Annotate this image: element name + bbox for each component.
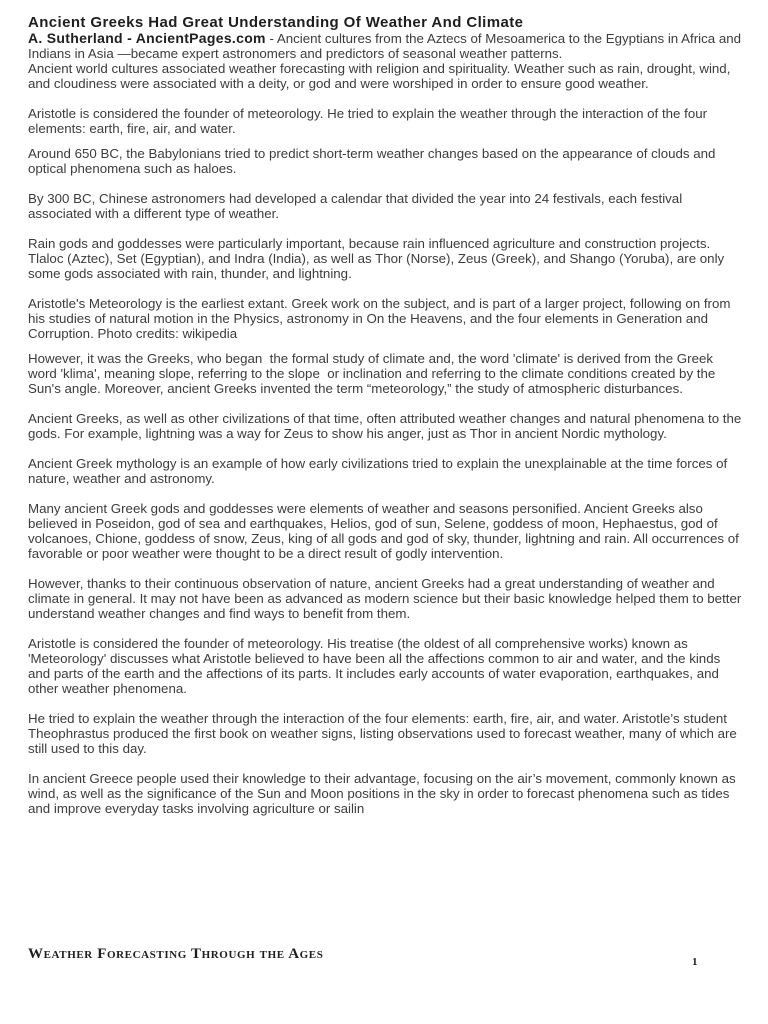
spacer [28,221,742,236]
spacer [28,341,742,351]
paragraph-10: Many ancient Greek gods and goddesses were elements of weather and seasons personified. Ancient Greeks also believed in Poseidon, god of sea and earthquakes, Helios, god of sun, Selene, goddess of moon, Hephaestus, god of volcanoes, Chione, goddess of snow, Zeus, king of all gods and god of sky, thunder, lightning and rain. All occurrences of favorable or poor weather were thought to be a direct result of godly intervention. [28,501,743,561]
spacer [28,136,742,146]
paragraph-9: Ancient Greek mythology is an example of how early civilizations tried to explain the unexplainable at the time forces of nature, weather and astronomy. [28,456,731,486]
paragraph-7: However, it was the Greeks, who began the formal study of climate and, the word 'climate' is derived from the Greek word 'klima', meaning slope, referring to the slope or inclination and referring to the climate conditions created by the Sun's angle. Moreover, ancient Greeks invented the term “meteorology,” the study of atmospheric disturbances. [28,351,719,396]
spacer [28,621,742,636]
spacer [28,91,742,106]
page-number: 1 [692,956,698,968]
spacer [28,561,742,576]
paragraph-1: Ancient world cultures associated weather forecasting with religion and spirituality. Weather such as rain, drought, wind, and cloudiness were associated with a deity, or god and were worshiped in order to ensure good weather. [28,61,735,91]
spacer [28,441,742,456]
spacer [28,756,742,771]
paragraph-4: By 300 BC, Chinese astronomers had developed a calendar that divided the year into 24 festivals, each festival associated with a different type of weather. [28,191,686,221]
paragraph-8: Ancient Greeks, as well as other civilizations of that time, often attributed weather changes and natural phenomena to the gods. For example, lightning was a way for Zeus to show his anger, just as Thor in ancient Nordic mythology. [28,411,745,441]
spacer [28,176,742,191]
intro-paragraph [28,30,745,61]
paragraph-5: Rain gods and goddesses were particularly important, because rain influenced agriculture and construction projects. Tlaloc (Aztec), Set (Egyptian), and Indra (India), as well as Thor (Norse), Zeus (Greek), and Shango (Yoruba), are only some gods associated with rain, thunder, and lightning. [28,236,728,281]
paragraph-2: Aristotle is considered the founder of meteorology. He tried to explain the weather through the interaction of the four elements: earth, fire, air, and water. [28,106,711,136]
paragraph-3: Around 650 BC, the Babylonians tried to predict short-term weather changes based on the appearance of clouds and optical phenomena such as haloes. [28,146,720,176]
intro-text: - Ancient cultures from the Aztecs of Mesoamerica to the Egyptians in Africa and Indians in Asia —became expert astronomers and predictors of seasonal weather patterns. [28,31,745,61]
paragraph-6: Aristotle's Meteorology is the earliest extant. Greek work on the subject, and is part of a larger project, following on from his studies of natural motion in the Physics, astronomy in On the Heavens, and the four elements in Generation and Corruption. Photo credits: wikipedia [28,296,735,341]
paragraph-14: In ancient Greece people used their knowledge to their advantage, focusing on the air’s movement, commonly known as wind, as well as the significance of the Sun and Moon positions in the sky in order to forecast phenomena such as tides and improve everyday tasks involving agriculture or sailin [28,771,740,816]
paragraph-11: However, thanks to their continuous observation of nature, ancient Greeks had a great understanding of weather and climate in general. It may not have been as advanced as modern science but their basic knowledge helped them to better understand weather changes and find ways to benefit from them. [28,576,745,621]
footer-title: Weather Forecasting Through the Ages [28,946,324,962]
paragraph-12: Aristotle is considered the founder of meteorology. His treatise (the oldest of all comprehensive works) known as 'Meteorology' discusses what Aristotle believed to have been all the affections common to air and water, and the kinds and parts of the earth and the affections of its parts. It includes early accounts of water evaporation, earthquakes, and other weather phenomena. [28,636,724,696]
spacer [28,396,742,411]
spacer [28,696,742,711]
spacer [28,486,742,501]
byline: A. Sutherland - AncientPages.com [28,30,266,46]
article-title: Ancient Greeks Had Great Understanding Of Weather And Climate [28,14,524,31]
spacer [28,281,742,296]
document-page [28,14,745,816]
paragraph-13: He tried to explain the weather through the interaction of the four elements: earth, fire, air, and water. Aristotle’s student Theophrastus produced the first book on weather signs, listing observations used to forecast weather, many of which are still used to this day. [28,711,741,756]
